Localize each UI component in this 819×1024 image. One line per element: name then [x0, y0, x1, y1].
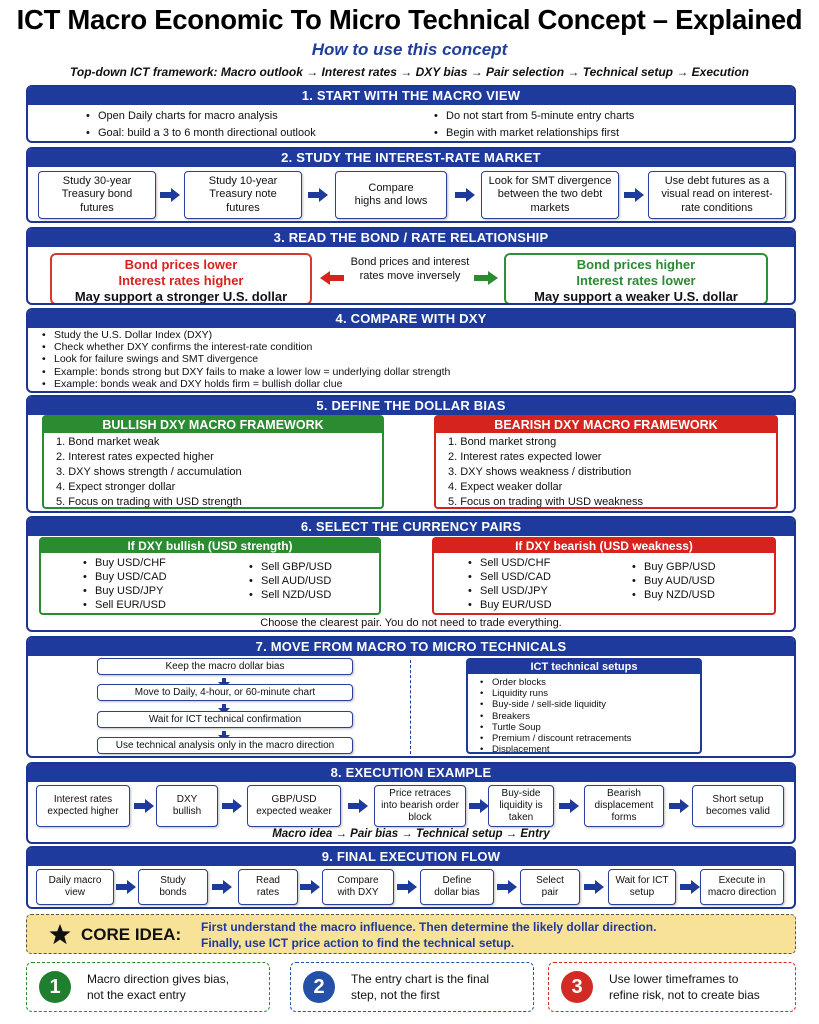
- arrow-right-icon: [624, 188, 644, 202]
- list-item: • Study the U.S. Dollar Index (DXY): [42, 329, 450, 341]
- tip-card-1: [26, 962, 270, 1012]
- list-item: • Buy USD/JPY: [83, 584, 167, 598]
- final-step: Compare with DXY: [322, 869, 394, 905]
- arrow-right-icon: [212, 880, 232, 894]
- arrow-right-icon: [308, 188, 328, 202]
- list-item: • Order blocks: [480, 677, 631, 688]
- tip-number-3: 3: [561, 971, 593, 1003]
- bearish-pairs-box: [432, 537, 776, 615]
- page-subtitle: How to use this concept: [311, 40, 508, 59]
- tip-line: The entry chart is the final: [351, 972, 490, 986]
- list-item: • Buy NZD/USD: [632, 588, 716, 602]
- arrow-right-icon: [474, 271, 498, 285]
- macro-list-right: [434, 110, 634, 140]
- example-step: DXY bullish: [156, 785, 218, 827]
- section-currency-pairs: [26, 516, 796, 632]
- list-item: • Buy USD/CAD: [83, 570, 167, 584]
- list-item: 5. Focus on trading with USD weakness: [448, 496, 644, 508]
- list-item: • Turtle Soup: [480, 722, 631, 733]
- bond-lower-box: [50, 253, 312, 305]
- list-item: • Sell GBP/USD: [249, 560, 332, 574]
- section-title: 8. EXECUTION EXAMPLE: [28, 764, 794, 782]
- core-idea-label: CORE IDEA:: [81, 925, 182, 944]
- tip-text-1: [87, 971, 229, 1003]
- bearish-list: [436, 433, 776, 510]
- list-item: • Buy GBP/USD: [632, 560, 716, 574]
- list-item: • Sell USD/CHF: [468, 556, 552, 570]
- list-item: 2. Interest rates expected lower: [448, 451, 602, 463]
- tip-line: Use lower timeframes to: [609, 972, 739, 986]
- list-item: • Buy USD/CHF: [83, 556, 167, 570]
- list-item: • Example: bonds strong but DXY fails to make a lower low = underlying dollar strength: [42, 366, 450, 378]
- list-item: • Sell USD/JPY: [468, 584, 552, 598]
- section-title: 4. COMPARE WITH DXY: [28, 310, 794, 328]
- ict-setups-box: [466, 658, 702, 754]
- section-dollar-bias: [26, 395, 796, 513]
- tip-line: Macro direction gives bias,: [87, 972, 230, 986]
- list-item: • Goal: build a 3 to 6 month directional outlook: [86, 127, 316, 141]
- list-item: • Breakers: [480, 711, 631, 722]
- example-step: Bearish displacement forms: [584, 785, 664, 827]
- final-step: Read rates: [238, 869, 298, 905]
- bearish-framework-title: BEARISH DXY MACRO FRAMEWORK: [436, 417, 776, 433]
- rates-higher-line: Interest rates higher: [118, 273, 244, 288]
- tip-line: step, not the first: [351, 988, 440, 1002]
- list-item: • Sell USD/CAD: [468, 570, 552, 584]
- list-item: • Displacement: [480, 744, 631, 755]
- execution-caption: Macro idea → Pair bias → Technical setup → Entry: [272, 828, 550, 840]
- arrow-right-icon: [222, 799, 242, 813]
- bearish-pairs-col2: [632, 560, 716, 602]
- arrow-right-icon: [680, 880, 700, 894]
- bullish-list: [44, 433, 382, 510]
- list-item: • Liquidity runs: [480, 688, 631, 699]
- list-item: • Begin with market relationships first: [434, 127, 634, 141]
- list-item: 2. Interest rates expected higher: [56, 451, 214, 463]
- list-item: 4. Expect weaker dollar: [448, 481, 563, 493]
- list-item: • Buy EUR/USD: [468, 598, 552, 612]
- section-macro-to-micro: [26, 636, 796, 758]
- framework-line: Top-down ICT framework: Macro outlook → Interest rates → DXY bias → Pair selection → Technical setup → Execution: [69, 65, 750, 79]
- arrow-right-icon: [397, 880, 417, 894]
- example-step: Buy-side liquidity is taken: [488, 785, 554, 827]
- bullish-pairs-title: If DXY bullish (USD strength): [41, 539, 379, 553]
- rates-lower-line: Interest rates lower: [576, 273, 696, 288]
- flow-step: Use debt futures as a visual read on interest-rate conditions: [648, 171, 786, 219]
- final-step: Define dollar bias: [420, 869, 494, 905]
- arrow-right-icon: [160, 188, 180, 202]
- arrow-right-icon: [134, 799, 154, 813]
- section-title: 2. STUDY THE INTEREST-RATE MARKET: [28, 149, 794, 167]
- bullish-framework-title: BULLISH DXY MACRO FRAMEWORK: [44, 417, 382, 433]
- list-item: • Look for failure swings and SMT divergence: [42, 353, 450, 365]
- arrow-right-icon: [455, 188, 475, 202]
- list-item: • Premium / discount retracements: [480, 733, 631, 744]
- ict-setups-list: [480, 677, 631, 755]
- list-item: • Sell EUR/USD: [83, 598, 167, 612]
- example-step: Short setup becomes valid: [692, 785, 784, 827]
- example-step: GBP/USD expected weaker: [247, 785, 341, 827]
- tip-number-2: 2: [303, 971, 335, 1003]
- arrow-right-icon: [348, 799, 368, 813]
- list-item: • Do not start from 5-minute entry charts: [434, 110, 634, 124]
- bullish-pairs-col2: [249, 560, 332, 602]
- bearish-pairs-title: If DXY bearish (USD weakness): [434, 539, 774, 553]
- list-item: • Buy AUD/USD: [632, 574, 716, 588]
- weaker-dollar-line: May support a weaker U.S. dollar: [534, 289, 738, 304]
- final-step: Daily macro view: [36, 869, 114, 905]
- tip-number-1: 1: [39, 971, 71, 1003]
- macro-list-left: [86, 110, 316, 140]
- bullish-pairs-box: [39, 537, 381, 615]
- tip-card-3: [548, 962, 796, 1012]
- technical-step: Wait for ICT technical confirmation: [97, 711, 353, 728]
- bearish-pairs-col1: [468, 556, 552, 612]
- list-item: 5. Focus on trading with USD strength: [56, 496, 242, 508]
- final-step: Execute in macro direction: [700, 869, 784, 905]
- page-title: ICT Macro Economic To Micro Technical Concept – Explained: [16, 4, 803, 35]
- tip-card-2: [290, 962, 534, 1012]
- list-item: • Sell NZD/USD: [249, 588, 332, 602]
- section-execution-example: [26, 762, 796, 844]
- arrow-right-icon: [584, 880, 604, 894]
- example-step: Interest rates expected higher: [36, 785, 130, 827]
- ict-setups-title: ICT technical setups: [468, 660, 700, 674]
- list-item: • Open Daily charts for macro analysis: [86, 110, 316, 124]
- section-title: 5. DEFINE THE DOLLAR BIAS: [28, 397, 794, 415]
- bearish-framework: [434, 415, 778, 509]
- arrow-right-icon: [559, 799, 579, 813]
- section-bond-rate-relationship: [26, 227, 796, 305]
- list-item: 3. DXY shows weakness / distribution: [448, 466, 632, 478]
- flow-step: Study 30-year Treasury bond futures: [38, 171, 156, 219]
- tip-line: refine risk, not to create bias: [609, 988, 760, 1002]
- section-final-execution-flow: [26, 846, 796, 909]
- section-title: 6. SELECT THE CURRENCY PAIRS: [28, 518, 794, 536]
- list-item: 3. DXY shows strength / accumulation: [56, 466, 242, 478]
- pair-selection-note: Choose the clearest pair. You do not need to trade everything.: [260, 617, 562, 629]
- section-interest-rate-market: [26, 147, 796, 223]
- section-title: 3. READ THE BOND / RATE RELATIONSHIP: [28, 229, 794, 247]
- bond-higher-box: [504, 253, 768, 305]
- list-item: 1. Bond market weak: [56, 436, 160, 448]
- arrow-left-icon: [320, 271, 344, 285]
- final-step: Wait for ICT setup: [608, 869, 676, 905]
- section-compare-dxy: [26, 308, 796, 393]
- final-step: Select pair: [520, 869, 580, 905]
- tip-text-3: [609, 971, 760, 1003]
- dxy-list: [42, 329, 450, 390]
- final-step: Study bonds: [138, 869, 208, 905]
- core-idea-banner: [26, 914, 796, 954]
- flow-step: Study 10-year Treasury note futures: [184, 171, 302, 219]
- flow-step: Look for SMT divergence between the two debt markets: [481, 171, 619, 219]
- core-idea-line2: Finally, use ICT price action to find the technical setup.: [201, 936, 515, 950]
- bond-lower-line: Bond prices lower: [124, 257, 238, 272]
- arrow-right-icon: [669, 799, 689, 813]
- tip-text-2: [351, 971, 489, 1003]
- section-macro-view: [26, 85, 796, 143]
- stronger-dollar-line: May support a stronger U.S. dollar: [74, 289, 288, 304]
- bond-higher-line: Bond prices higher: [576, 257, 696, 272]
- arrow-right-icon: [300, 880, 320, 894]
- list-item: • Sell AUD/USD: [249, 574, 332, 588]
- list-item: 4. Expect stronger dollar: [56, 481, 176, 493]
- arrow-right-icon: [497, 880, 517, 894]
- section-title: 7. MOVE FROM MACRO TO MICRO TECHNICALS: [28, 638, 794, 656]
- flow-step: Compare highs and lows: [335, 171, 447, 219]
- section-title: 1. START WITH THE MACRO VIEW: [28, 87, 794, 105]
- tip-line: not the exact entry: [87, 988, 186, 1002]
- list-item: • Example: bonds weak and DXY holds firm = bullish dollar clue: [42, 378, 450, 390]
- star-icon: [49, 923, 71, 950]
- technical-step: Keep the macro dollar bias: [97, 658, 353, 675]
- section-title: 9. FINAL EXECUTION FLOW: [28, 848, 794, 866]
- core-idea-line1: First understand the macro influence. Then determine the likely dollar direction.: [201, 920, 657, 934]
- arrow-right-icon: [469, 799, 489, 813]
- bullish-framework: [42, 415, 384, 509]
- technical-step: Move to Daily, 4-hour, or 60-minute chart: [97, 684, 353, 701]
- divider: [410, 660, 411, 754]
- inverse-relationship-note: Bond prices and interest rates move inversely: [350, 256, 470, 282]
- arrow-right-icon: [116, 880, 136, 894]
- technical-step: Use technical analysis only in the macro direction: [97, 737, 353, 754]
- example-step: Price retraces into bearish order block: [374, 785, 466, 827]
- bullish-pairs-col1: [83, 556, 167, 612]
- list-item: • Buy-side / sell-side liquidity: [480, 699, 631, 710]
- list-item: • Check whether DXY confirms the interest-rate condition: [42, 341, 450, 353]
- list-item: 1. Bond market strong: [448, 436, 557, 448]
